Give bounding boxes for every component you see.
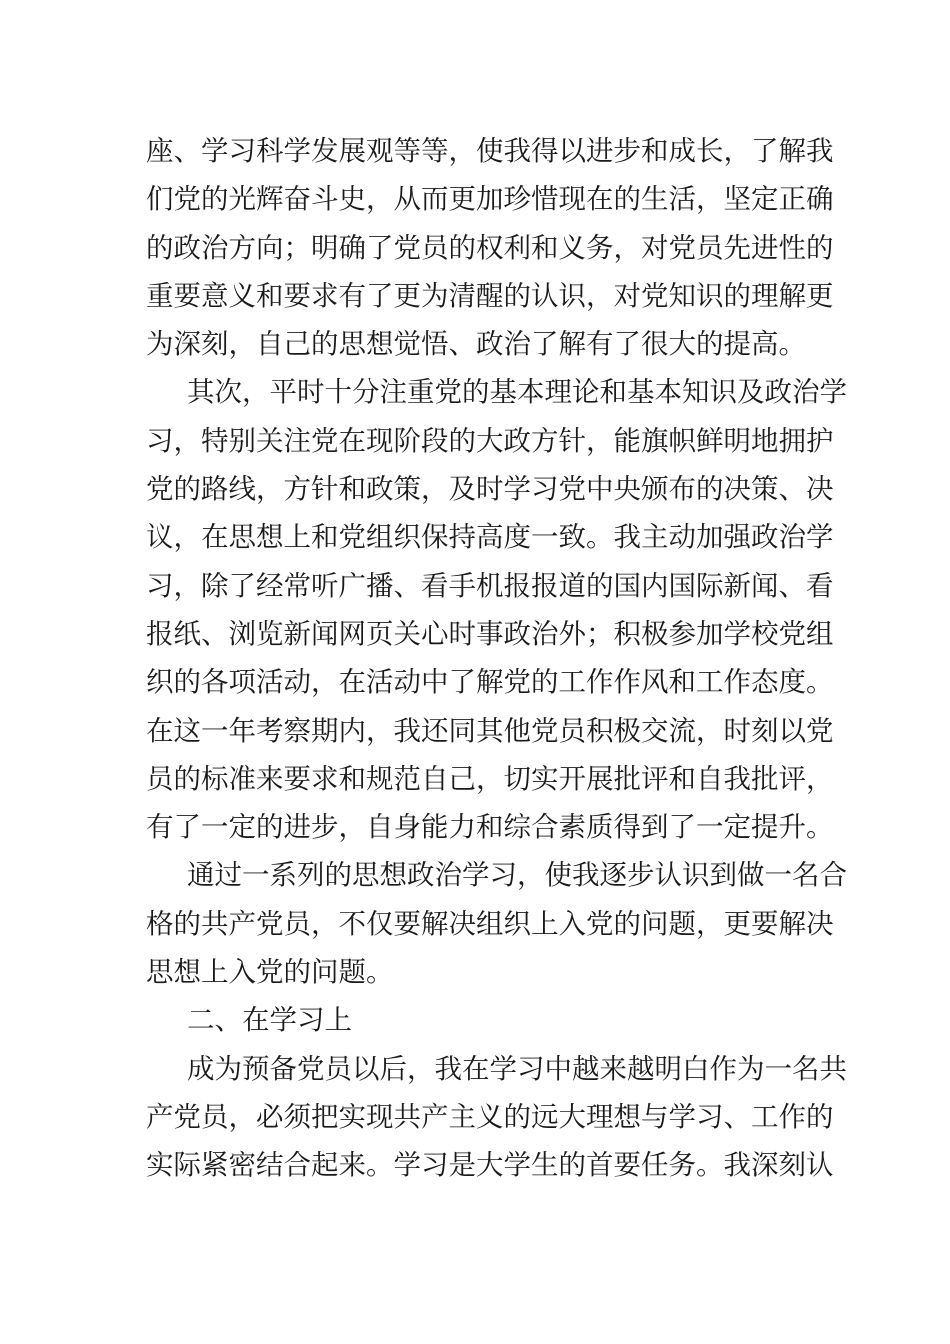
section-heading: 二、在学习上 [187, 1004, 352, 1037]
paragraph-start-line: 通过一系列的思想政治学习，使我逐步认识到做一名合 [187, 859, 847, 892]
text-line: 重要意义和要求有了更为清醒的认识，对党知识的理解更 [146, 279, 834, 312]
paragraph-start-line: 成为预备党员以后，我在学习中越来越明白作为一名共 [187, 1052, 847, 1085]
text-line: 产党员，必须把实现共产主义的远大理想与学习、工作的 [146, 1100, 834, 1133]
text-line: 织的各项活动，在活动中了解党的工作作风和工作态度。 [146, 666, 834, 699]
text-line: 们党的光辉奋斗史，从而更加珍惜现在的生活，坚定正确 [146, 183, 834, 216]
text-line: 习，除了经常听广播、看手机报报道的国内国际新闻、看 [146, 569, 834, 602]
text-line: 议，在思想上和党组织保持高度一致。我主动加强政治学 [146, 521, 834, 554]
body-text [146, 127, 847, 1190]
text-line: 习，特别关注党在现阶段的大政方针，能旗帜鲜明地拥护 [146, 424, 834, 457]
text-line: 座、学习科学发展观等等，使我得以进步和成长，了解我 [146, 135, 834, 167]
paragraph-start-line: 其次，平时十分注重党的基本理论和基本知识及政治学 [187, 376, 847, 409]
text-line: 格的共产党员，不仅要解决组织上入党的问题，更要解决 [146, 907, 834, 940]
text-line: 思想上入党的问题。 [146, 956, 394, 989]
text-line: 在这一年考察期内，我还同其他党员积极交流，时刻以党 [146, 714, 834, 747]
text-line: 的政治方向；明确了党员的权利和义务，对党员先进性的 [146, 231, 834, 264]
text-line: 实际紧密结合起来。学习是大学生的首要任务。我深刻认 [146, 1149, 834, 1182]
text-line: 有了一定的进步，自身能力和综合素质得到了一定提升。 [146, 811, 834, 844]
text-line: 为深刻，自己的思想觉悟、政治了解有了很大的提高。 [146, 328, 806, 361]
text-line: 员的标准来要求和规范自己，切实开展批评和自我批评， [146, 762, 834, 795]
text-line: 报纸、浏览新闻网页关心时事政治外；积极参加学校党组 [146, 617, 834, 650]
text-line: 党的路线，方针和政策，及时学习党中央颁布的决策、决 [146, 473, 834, 506]
